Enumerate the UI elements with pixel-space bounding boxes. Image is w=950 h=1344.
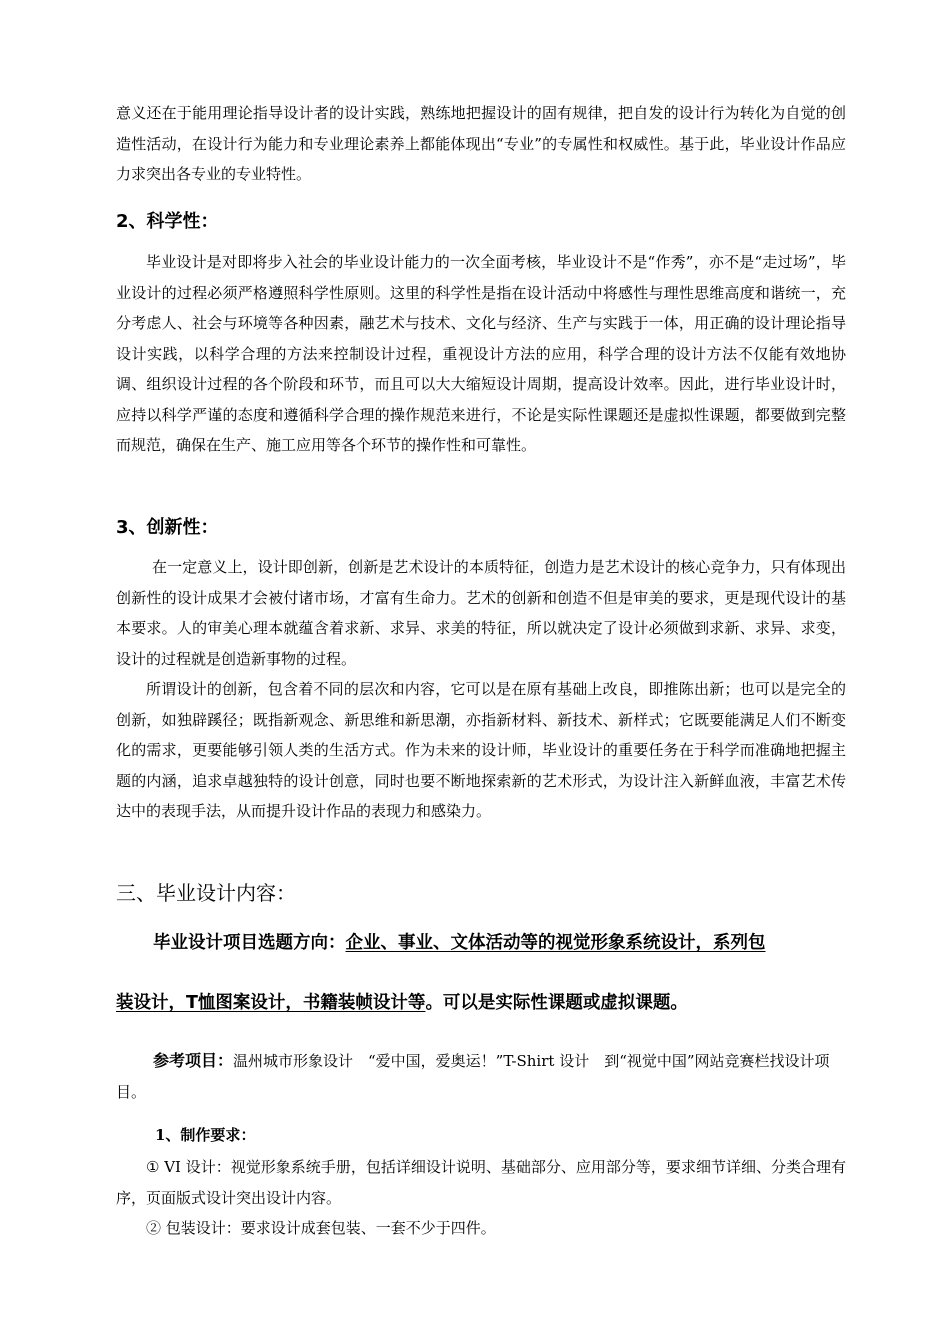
innovation-paragraph-1: 在一定意义上，设计即创新，创新是艺术设计的本质特征，创造力是艺术设计的核心竞争力，只有体现出创新性的设计成果才会被付诸市场，才富有生命力。艺术的创新和创造不但是审美的要求，更是现代设计的基本要求。人的审美心理本就蕴含着求新、求异、求美的特征，所以就决定了设计必须做到求新、求异、求变，设计的过程就是创造新事物的过程。: [116, 558, 846, 668]
innovation-paragraph-2: 所谓设计的创新，包含着不同的层次和内容，它可以是在原有基础上改良，即推陈出新；也可以是完全的创新，如独辟蹊径；既指新观念、新思维和新思潮，亦指新材料、新技术、新样式；它既要能满足人们不断变化的需求，更要能够引领人类的生活方式。作为未来的设计师，毕业设计的重要任务在于科学而准确地把握主题的内涵，追求卓越独特的设计创意，同时也要不断地探索新的艺术形式，为设计注入新鲜血液，丰富艺术传达中的表现手法，从而提升设计作品的表现力和感染力。: [116, 680, 846, 820]
project-direction-line2: [116, 993, 846, 1013]
requirement-packaging: ② 包装设计：要求设计成套包装、一套不少于四件。: [146, 1219, 496, 1237]
heading-innovation: 3、创新性：: [116, 517, 219, 538]
heading-scientific: 2、科学性：: [116, 211, 219, 232]
project-label: 毕业设计项目选题方向：: [153, 933, 346, 953]
project-direction-line1: [116, 933, 846, 953]
project-tail: 。可以是实际性课题或虚拟课题。: [425, 993, 688, 1013]
scientific-paragraph: 毕业设计是对即将步入社会的毕业设计能力的一次全面考核，毕业设计不是“作秀”，亦不是“走过场”，毕业设计的过程必须严格遵照科学性原则。这里的科学性是指在设计活动中将感性与理性思维高度和谐统一，充分考虑人、社会与环境等各种因素，融艺术与技术、文化与经济、生产与实践于一体，用正确的设计理论指导设计实践，以科学合理的方法来控制设计过程，重视设计方法的应用，科学合理的设计方法不仅能有效地协调、组织设计过程的各个阶段和环节，而且可以大大缩短设计周期，提高设计效率。因此，进行毕业设计时，应持以科学严谨的态度和遵循科学合理的操作规范来进行，不论是实际性课题还是虚拟性课题，都要做到完整而规范，确保在生产、施工应用等各个环节的操作性和可靠性。: [116, 253, 846, 454]
heading-design-content: 三、毕业设计内容：: [116, 881, 296, 905]
project-topics-part2: 装设计，T恤图案设计，书籍装帧设计等: [116, 993, 426, 1013]
intro-paragraph: 意义还在于能用理论指导设计者的设计实践，熟练地把握设计的固有规律，把自发的设计行为转化为自觉的创造性活动，在设计行为能力和专业理论素养上都能体现出“专业”的专属性和权威性。基于此，毕业设计作品应力求突出各专业的专业特性。: [116, 104, 846, 183]
reference-text: 温州城市形象设计 “爱中国，爱奥运！”T-Shirt 设计 到“视觉中国”网站竞赛栏找设计项目。: [116, 1052, 830, 1101]
reference-label: 参考项目：: [153, 1051, 234, 1070]
reference-projects: [116, 1045, 846, 1108]
project-topics-part1: 企业、事业、文体活动等的视觉形象系统设计，系列包: [345, 933, 766, 953]
requirements-heading: 1、制作要求：: [155, 1126, 256, 1144]
requirement-vi: ① VI 设计：视觉形象系统手册，包括详细设计说明、基础部分、应用部分等，要求细节详细、分类合理有序，页面版式设计突出设计内容。: [116, 1158, 846, 1207]
